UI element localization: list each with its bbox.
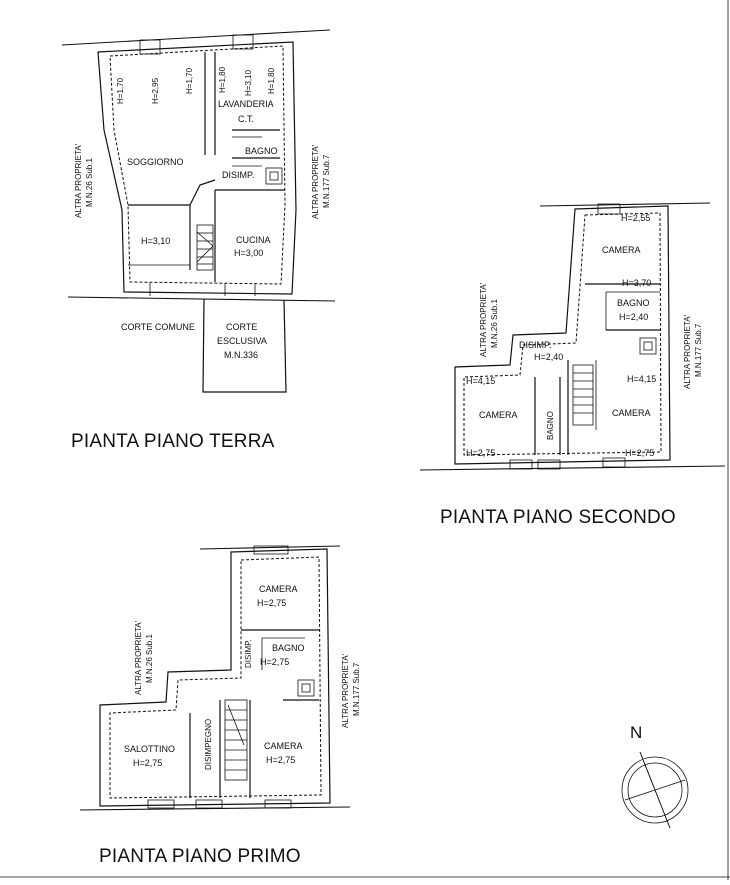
label-bagno-second: BAGNO — [617, 298, 650, 308]
label-second-left-prop: ALTRA PROPRIETA' — [479, 282, 488, 357]
stairs-first — [225, 700, 247, 780]
window-second-3 — [603, 458, 625, 467]
label-disimp-second: DISIMP. — [519, 340, 552, 350]
label-cucina-height: H=3,00 — [234, 248, 264, 258]
label-lavanderia: LAVANDERIA — [218, 99, 274, 109]
label-salottino: SALOTTINO — [124, 744, 176, 754]
label-salottino-height: H=2,75 — [133, 758, 163, 768]
label-esclusiva: ESCLUSIVA — [217, 336, 267, 346]
label-mn336: M.N.336 — [224, 350, 259, 360]
label-h415-left: H=4,15 — [466, 376, 496, 386]
label-camera-first-top: CAMERA — [259, 584, 298, 594]
label-second-left-mn: M.N.26 Sub.1 — [490, 299, 499, 348]
chimney-ground — [266, 168, 282, 184]
label-ground-right-prop: ALTRA PROPRIETA' — [311, 144, 320, 219]
street-line-second-bottom — [420, 466, 725, 470]
wall-stair-curve — [190, 180, 215, 205]
label-ground-left-prop: ALTRA PROPRIETA' — [74, 143, 83, 218]
chimney-ground-inner — [270, 172, 278, 180]
label-disimp-second-height: H=2,40 — [534, 352, 564, 362]
street-line-bottom — [68, 297, 335, 301]
label-first-right-mn: M.N.177 Sub.7 — [352, 662, 361, 716]
label-second-right-mn: M.N.177 Sub.7 — [694, 323, 703, 377]
label-camera-second-top: CAMERA — [602, 245, 641, 255]
label-h310-v: H=3,10 — [244, 69, 253, 96]
label-h180-b: H=1,80 — [267, 67, 276, 94]
plan-second-floor — [420, 203, 725, 528]
window-second-1 — [510, 460, 532, 469]
plan-first-floor — [80, 546, 361, 867]
label-bagno-first: BAGNO — [272, 643, 305, 653]
window-ground-1 — [140, 40, 160, 54]
label-h170-a: H=1,70 — [116, 77, 125, 104]
label-bagno-ground: BAGNO — [245, 146, 278, 156]
label-h275-left: H=2,75 — [466, 448, 496, 458]
label-camera-first-top-height: H=2,75 — [257, 598, 287, 608]
title-first-floor: PIANTA PIANO PRIMO — [99, 846, 301, 867]
label-h275-right: H=2,75 — [625, 448, 655, 458]
label-cucina: CUCINA — [236, 235, 271, 245]
street-line-first-top — [200, 546, 340, 549]
label-first-left-prop: ALTRA PROPRIETA' — [134, 620, 143, 695]
label-camera-second-right: CAMERA — [612, 408, 651, 418]
label-second-right-prop: ALTRA PROPRIETA' — [683, 314, 692, 389]
label-ground-right-mn: M.N.177 Sub.7 — [322, 154, 331, 208]
window-second-top — [598, 204, 620, 214]
street-line-first-bottom — [80, 807, 350, 810]
plan-ground-floor — [62, 30, 335, 452]
label-h295: H=2,95 — [151, 77, 160, 104]
street-line-second-top — [540, 203, 710, 206]
label-disimp-first-v: DISIMP. — [244, 639, 253, 668]
label-soggiorno: SOGGIORNO — [127, 157, 184, 167]
label-camera-second-left: CAMERA — [479, 410, 518, 420]
north-cross — [625, 780, 685, 800]
north-arrow — [622, 723, 688, 828]
window-second-2 — [538, 460, 560, 469]
label-h255: H=2,55 — [621, 213, 651, 223]
stairs-second — [573, 365, 593, 425]
north-label: N — [630, 723, 643, 742]
title-ground-floor: PIANTA PIANO TERRA — [71, 431, 275, 452]
window-ground-2 — [233, 35, 253, 49]
window-first-1 — [148, 800, 174, 808]
label-disimp-ground: DISIMP. — [222, 170, 255, 180]
label-bagno-second-v: BAGNO — [546, 411, 555, 440]
label-camera-first: CAMERA — [264, 741, 303, 751]
label-bagno-second-height: H=2,40 — [619, 312, 649, 322]
chimney-second-inner — [644, 342, 652, 350]
label-corte-comune: CORTE COMUNE — [121, 322, 195, 332]
label-ct: C.T. — [238, 114, 255, 124]
label-first-left-mn: M.N.26 Sub.1 — [145, 634, 154, 683]
chimney-first — [298, 680, 314, 696]
label-corte: CORTE — [226, 322, 258, 332]
label-h370: H=3,70 — [622, 278, 652, 288]
label-room-height-310: H=3,10 — [141, 236, 171, 246]
chimney-second — [640, 338, 656, 354]
label-h180-a: H=1,80 — [218, 66, 227, 93]
label-h415-right: H=4,15 — [627, 374, 657, 384]
title-second-floor: PIANTA PIANO SECONDO — [440, 507, 676, 528]
stairs-ground — [197, 225, 213, 270]
label-first-right-prop: ALTRA PROPRIETA' — [341, 653, 350, 728]
label-disimpegno: DISIMPEGNO — [204, 718, 213, 770]
label-bagno-first-height: H=2,75 — [260, 657, 290, 667]
chimney-first-inner — [302, 684, 310, 692]
label-camera-first-height: H=2,75 — [266, 755, 296, 765]
label-ground-left-mn: M.N.26 Sub.1 — [85, 158, 94, 207]
label-h170-b: H=1,70 — [185, 67, 194, 94]
